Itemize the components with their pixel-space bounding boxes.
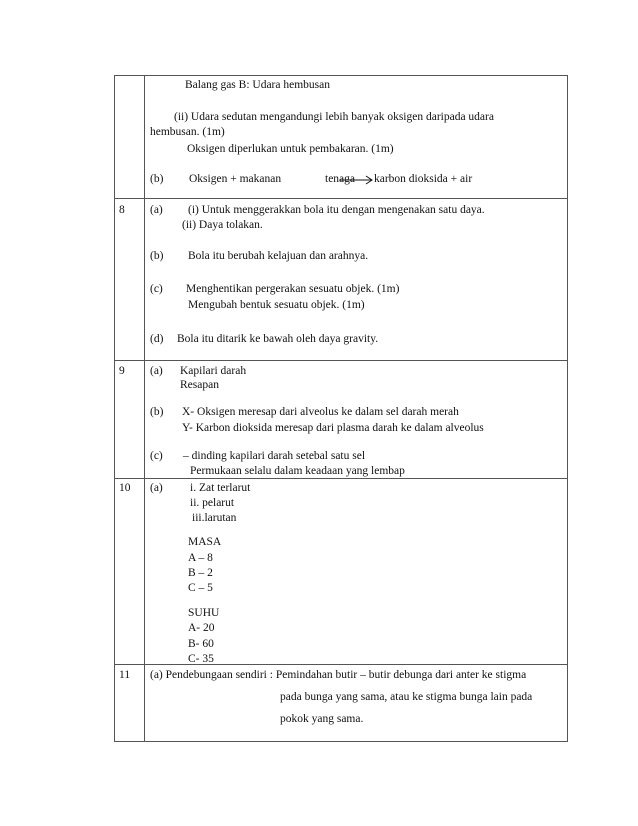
q10-a-label: (a) (150, 482, 163, 494)
q9-c-line2: Permukaan selalu dalam keadaan yang lembap (190, 465, 405, 477)
q9-b-line1: X- Oksigen meresap dari alveolus ke dalam sel darah merah (182, 406, 459, 418)
part-b-label: (b) (150, 173, 164, 185)
table-border-bottom (114, 741, 568, 742)
suhu-title: SUHU (188, 607, 220, 619)
suhu-a: A- 20 (188, 622, 215, 634)
table-border-top (114, 75, 568, 76)
question-number-10: 10 (119, 482, 131, 494)
suhu-b: B- 60 (188, 638, 214, 650)
q10-line3: iii.larutan (192, 512, 237, 524)
q10-line1: i. Zat terlarut (190, 482, 251, 494)
q9-a-line2: Resapan (180, 379, 219, 391)
q9-b-line2: Y- Karbon dioksida meresap dari plasma darah ke dalam alveolus (182, 422, 484, 434)
arrow-right-icon (340, 174, 374, 186)
q8-b-text: Bola itu berubah kelajuan dan arahnya. (188, 250, 369, 262)
q11-line3: pokok yang sama. (280, 713, 364, 725)
equation-left: Oksigen + makanan (189, 173, 282, 185)
q8-a-line2: (ii) Daya tolakan. (182, 219, 263, 231)
row-divider-8 (114, 198, 568, 199)
q9-c-label: (c) (150, 450, 163, 462)
q10-line2: ii. pelarut (190, 497, 235, 509)
column-divider (144, 75, 145, 742)
equation-energy: tenaga (325, 173, 356, 185)
q8-d-label: (d) (150, 333, 164, 345)
q9-b-label: (b) (150, 406, 164, 418)
masa-b: B – 2 (188, 567, 213, 579)
q9-a-line1: Kapilari darah (180, 365, 247, 377)
question-number-9: 9 (119, 365, 125, 377)
masa-c: C – 5 (188, 582, 213, 594)
suhu-c: C- 35 (188, 653, 214, 665)
udara-sedutan-line: (ii) Udara sedutan mengandungi lebih banyak oksigen daripada udara (174, 111, 494, 123)
q8-a-label: (a) (150, 204, 163, 216)
q11-line2: pada bunga yang sama, atau ke stigma bunga lain pada (280, 691, 533, 703)
question-number-8: 8 (119, 204, 125, 216)
q9-a-label: (a) (150, 365, 163, 377)
question-number-11: 11 (119, 669, 131, 681)
masa-title: MASA (188, 536, 222, 548)
q9-c-line1: – dinding kapilari darah setebal satu sel (183, 450, 366, 462)
q8-b-label: (b) (150, 250, 164, 262)
q8-c-line1: Menghentikan pergerakan sesuatu objek. (1m) (186, 283, 400, 295)
q8-c-label: (c) (150, 283, 163, 295)
row-divider-9 (114, 360, 568, 361)
table-border-right (567, 75, 568, 742)
q11-line1: (a) Pendebungaan sendiri : Pemindahan butir – butir debunga dari anter ke stigma (150, 669, 527, 681)
hembusan-line: hembusan. (1m) (150, 126, 225, 138)
balang-gas-b-line: Balang gas B: Udara hembusan (185, 79, 330, 91)
table-border-left (114, 75, 115, 742)
row-divider-10 (114, 478, 568, 479)
q8-a-line1: (i) Untuk menggerakkan bola itu dengan mengenakan satu daya. (188, 204, 485, 216)
q8-d-text: Bola itu ditarik ke bawah oleh daya gravity. (177, 333, 379, 345)
row-divider-11 (114, 664, 568, 665)
equation-right: karbon dioksida + air (374, 173, 473, 185)
q8-c-line2: Mengubah bentuk sesuatu objek. (1m) (188, 299, 365, 311)
masa-a: A – 8 (188, 552, 213, 564)
oksigen-pembakaran-line: Oksigen diperlukan untuk pembakaran. (1m) (187, 143, 394, 155)
